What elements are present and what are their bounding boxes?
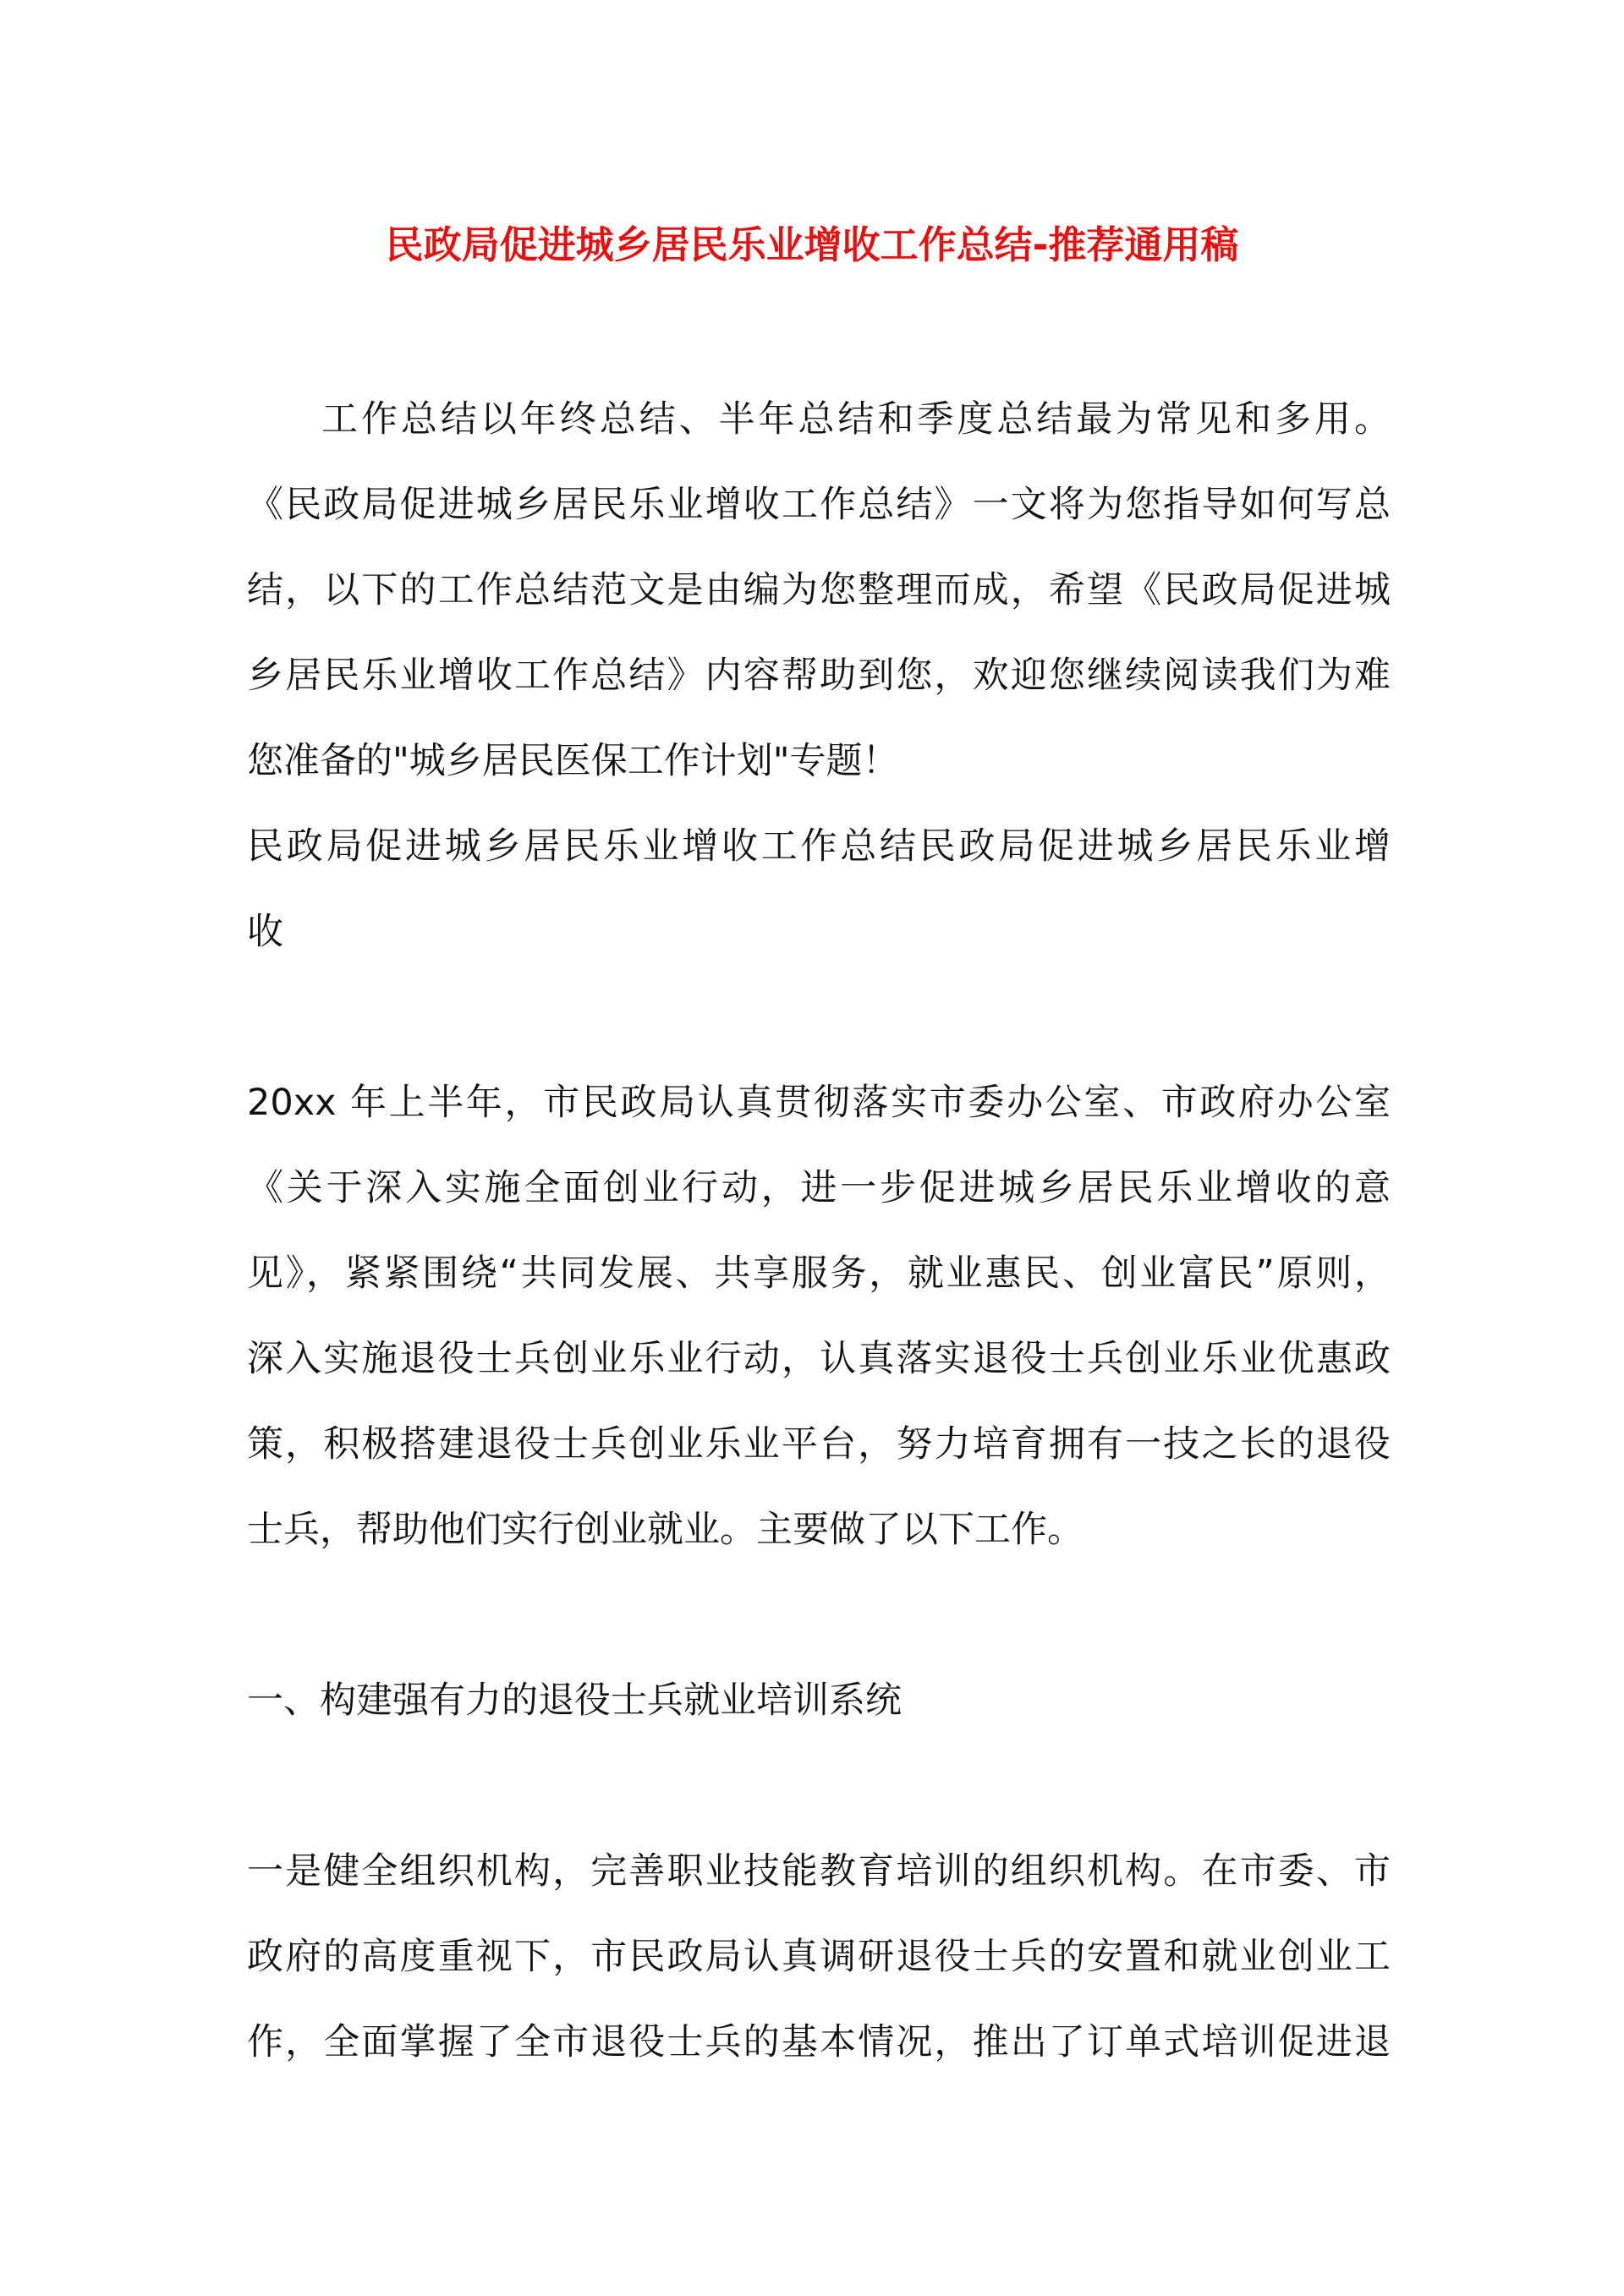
section-heading-text: 一、构建强有力的退役士兵就业培训系统 <box>247 1680 902 1722</box>
paragraph-line: 您准备的"城乡居民医保工作计划"专题！ <box>247 740 899 782</box>
paragraph-line: 政府的高度重视下，市民政局认真调研退役士兵的安置和就业创业工 <box>247 1936 1391 1978</box>
paragraph-line: 见》，紧紧围绕“共同发展、共享服务，就业惠民、创业富民”原则， <box>247 1252 1391 1295</box>
paragraph-line: 20xx 年上半年，市民政局认真贯彻落实市委办公室、市政府办公室 <box>247 1082 1391 1124</box>
paragraph-line: 士兵，帮助他们实行创业就业。主要做了以下工作。 <box>247 1509 1084 1551</box>
paragraph-line: 结，以下的工作总结范文是由编为您整理而成，希望《民政局促进城 <box>247 569 1391 611</box>
paragraph-section-one <box>247 1829 1391 2085</box>
paragraph-line: 收 <box>247 911 283 953</box>
paragraph-overview <box>247 1060 1391 1573</box>
paragraph-line: 《民政局促进城乡居民乐业增收工作总结》一文将为您指导如何写总 <box>247 484 1391 526</box>
paragraph-line: 民政局促进城乡居民乐业增收工作总结民政局促进城乡居民乐业增 <box>247 825 1391 868</box>
paragraph-line: 工作总结以年终总结、半年总结和季度总结最为常见和多用。 <box>321 398 1391 441</box>
section-heading <box>247 1658 1391 1744</box>
paragraph-line: 乡居民乐业增收工作总结》内容帮助到您，欢迎您继续阅读我们为难 <box>247 655 1391 697</box>
paragraph-line: 《关于深入实施全面创业行动，进一步促进城乡居民乐业增收的意 <box>247 1167 1391 1209</box>
paragraph-intro <box>247 377 1391 975</box>
document-title: 民政局促进城乡居民乐业增收工作总结-推荐通用稿 <box>385 222 1239 267</box>
paragraph-line: 策，积极搭建退役士兵创业乐业平台，努力培育拥有一技之长的退役 <box>247 1423 1391 1466</box>
paragraph-line: 深入实施退役士兵创业乐业行动，认真落实退役士兵创业乐业优惠政 <box>247 1338 1391 1380</box>
paragraph-line: 一是健全组织机构，完善职业技能教育培训的组织机构。在市委、市 <box>247 1850 1391 1893</box>
paragraph-line: 作，全面掌握了全市退役士兵的基本情况，推出了订单式培训促进退 <box>247 2021 1391 2063</box>
